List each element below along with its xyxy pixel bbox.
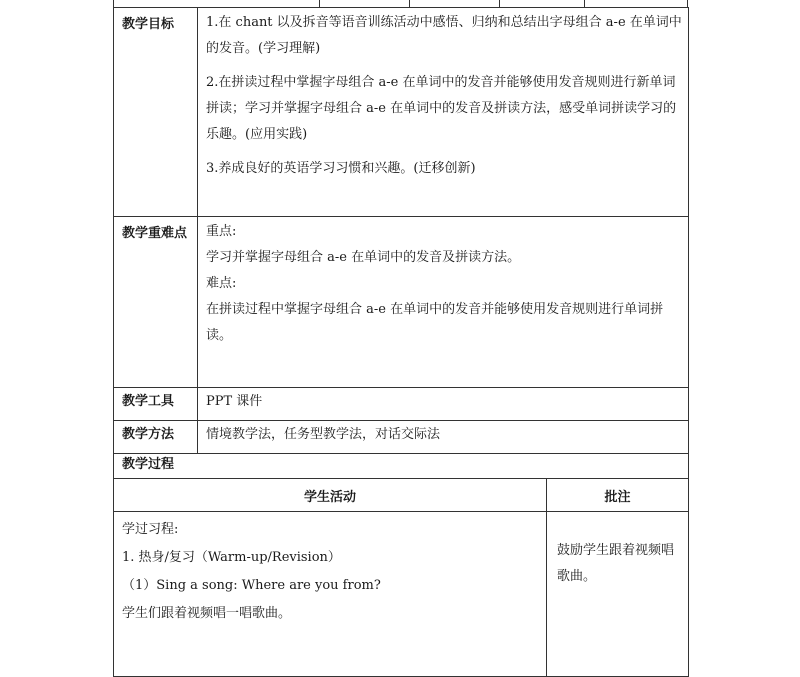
tools-label: 教学工具 (114, 388, 198, 421)
tools-row (114, 388, 689, 421)
process-row (114, 454, 689, 479)
activity-line: 1. 热身/复习（Warm-up/Revision） (122, 550, 341, 565)
activity-line: （1）Sing a song: Where are you from? (122, 578, 381, 593)
note-column-header: 批注 (547, 479, 689, 512)
difficulty-title: 难点: (206, 276, 237, 291)
process-body-row (114, 512, 689, 677)
goals-row (114, 8, 689, 217)
process-label: 教学过程 (114, 454, 689, 479)
method-text: 情境教学法，任务型教学法，对话交际法 (198, 421, 689, 454)
activity-line: 学过习程: (122, 522, 179, 537)
key-points-content (198, 217, 689, 388)
goal-item: 1.在 chant 以及拆音等语音训练活动中感悟、归纳和总结出字母组合 a-e 在单词中的发音。(学习理解) (206, 15, 682, 56)
process-header-row (114, 479, 689, 512)
key-points-row (114, 217, 689, 388)
focus-title: 重点: (206, 224, 237, 239)
method-row (114, 421, 689, 454)
goal-item: 2.在拼读过程中掌握字母组合 a-e 在单词中的发音并能够使用发音规则进行新单词拼读；学习并掌握字母组合 a-e 在单词中的发音及拼读方法，感受单词拼读学习的乐趣。(应用实践) (206, 75, 677, 142)
tools-text: PPT 课件 (198, 388, 689, 421)
goal-item: 3.养成良好的英语学习习惯和兴趣。(迁移创新) (206, 161, 476, 176)
activity-cell (114, 512, 547, 677)
key-points-label: 教学重难点 (114, 217, 198, 388)
method-label: 教学方法 (114, 421, 198, 454)
goals-content (198, 8, 689, 217)
activity-column-header: 学生活动 (114, 479, 547, 512)
activity-line: 学生们跟着视频唱一唱歌曲。 (122, 606, 292, 621)
lesson-plan-table (113, 7, 689, 677)
difficulty-text: 在拼读过程中掌握字母组合 a-e 在单词中的发音并能够使用发音规则进行单词拼读。 (206, 302, 664, 343)
focus-text: 学习并掌握字母组合 a-e 在单词中的发音及拼读方法。 (206, 250, 521, 265)
note-cell: 鼓励学生跟着视频唱歌曲。 (547, 512, 689, 677)
goals-label: 教学目标 (114, 8, 198, 217)
